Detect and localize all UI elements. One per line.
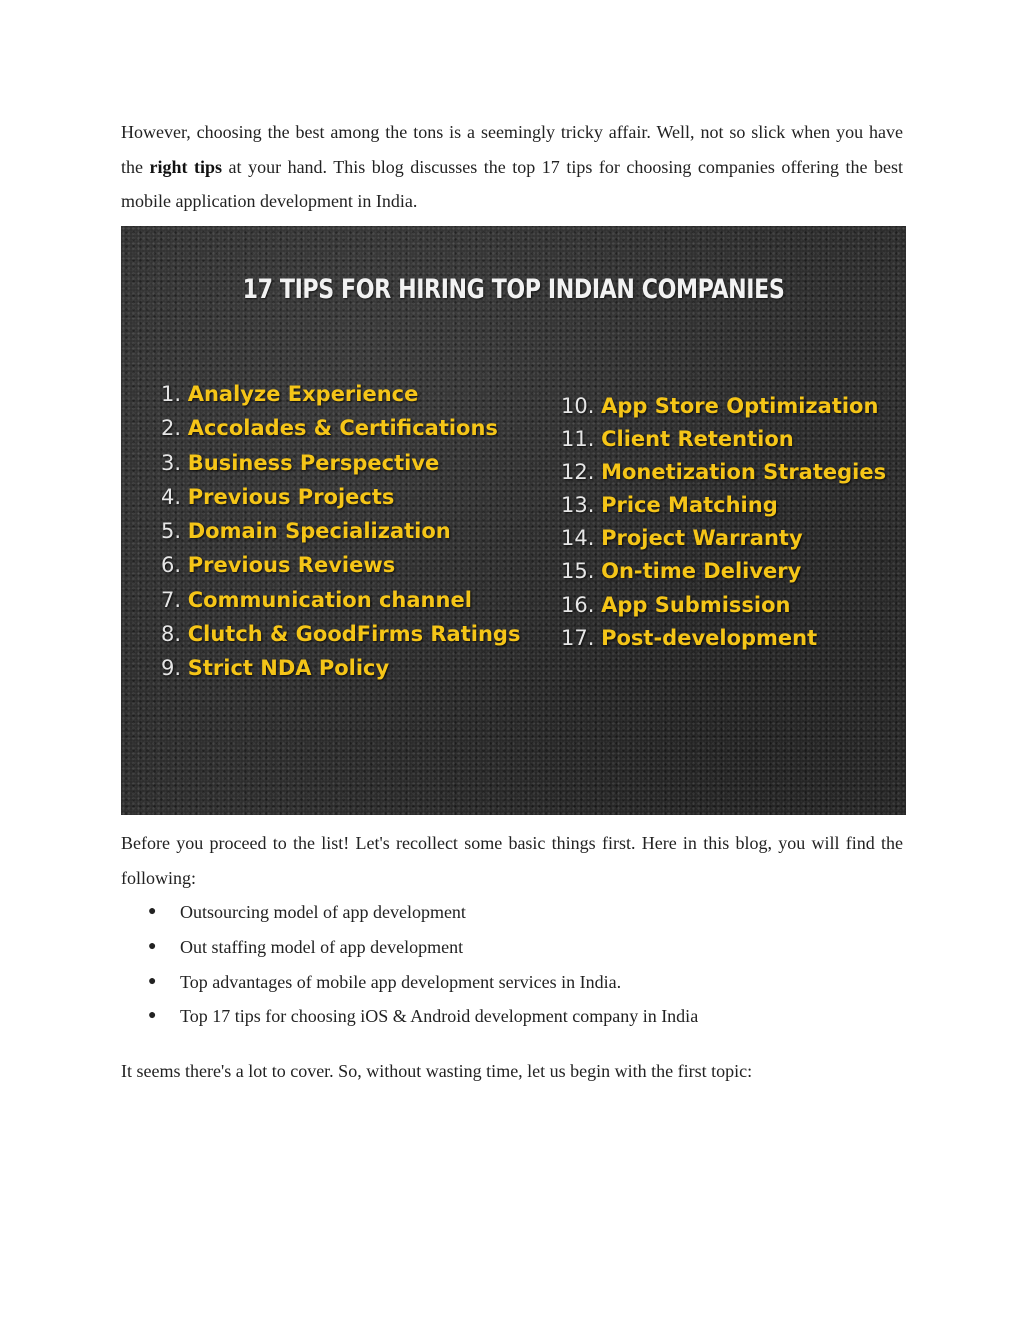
tip-label: Analyze Experience [187,382,419,406]
tip-label: Communication channel [187,587,472,612]
tip-label: Project Warranty [601,526,803,551]
bullet-dot-icon: ● [148,973,157,989]
tip-number: 13. [561,493,595,518]
tip-number: 17. [561,625,595,650]
tip-number: 11. [561,427,595,452]
intro-paragraph [121,115,903,219]
intro-text-start: However, choosing the best among the tons is a seemingly tricky affair. Well, not so slick when you have the [121,122,903,177]
intro-bold-phrase: right tips [149,156,223,177]
tip-item [561,522,886,555]
tip-number: 9. [161,656,182,681]
tip-item [161,548,520,582]
tips-infographic [121,226,906,815]
tip-label: Accolades & Certifications [187,416,498,441]
tip-number: 7. [161,587,182,612]
bullet-item [148,930,698,965]
closing-paragraph: It seems there's a lot to cover. So, without wasting time, let us begin with the first topic: [121,1061,753,1081]
tip-number: 5. [161,519,182,544]
tip-item [161,480,520,514]
tip-item [561,622,886,655]
tip-item [161,446,520,480]
tip-item [561,423,886,456]
tips-list-left [161,377,520,686]
bullet-text: Top 17 tips for choosing iOS & Android development company in India [180,1006,699,1027]
tip-label: Clutch & GoodFirms Ratings [187,622,521,647]
tip-number: 3. [161,450,182,475]
tip-label: Business Perspective [187,450,440,475]
tip-label: App Store Optimization [601,394,879,418]
tip-label: Domain Specialization [187,519,451,544]
tip-label: Previous Projects [187,484,395,509]
topics-bullet-list [148,895,698,1034]
tip-item [161,377,520,411]
tip-item [161,583,520,617]
tip-number: 14. [561,526,595,551]
tip-label: Previous Reviews [187,553,396,578]
tip-item [161,514,520,548]
tip-item [561,489,886,522]
bullet-text: Top advantages of mobile app development services in India. [180,971,622,992]
tip-item [161,651,520,685]
tip-item [561,589,886,622]
tip-label: On-time Delivery [601,559,802,584]
bullet-item [148,999,698,1034]
tip-label: Strict NDA Policy [187,656,390,681]
infographic-title: 17 TIPS FOR HIRING TOP INDIAN COMPANIES [242,274,785,305]
bullet-dot-icon: ● [148,904,157,919]
tip-item [561,456,886,489]
tip-label: Price Matching [601,493,778,518]
bullet-text: Outsourcing model of app development [180,902,466,922]
tip-number: 2. [161,416,182,441]
tip-item [161,617,520,651]
bullet-dot-icon: ● [148,1008,157,1024]
tip-number: 6. [161,553,182,578]
tip-number: 8. [161,622,182,647]
bullet-item [148,895,698,930]
tip-label: Client Retention [601,427,794,452]
tip-label: App Submission [601,592,791,617]
tip-number: 12. [561,460,595,485]
tip-item [161,411,520,445]
bullet-item [148,965,698,1000]
tip-number: 16. [561,592,595,617]
tip-number: 4. [161,484,182,509]
tip-item [561,390,886,423]
before-list-paragraph: Before you proceed to the list! Let's recollect some basic things first. Here in this blog, you will find the following: [121,833,903,888]
tip-label: Monetization Strategies [601,460,887,485]
tip-number: 10. [561,394,595,418]
bullet-text: Out staffing model of app development [180,936,464,957]
tip-item [561,555,886,588]
intro-text-end: at your hand. This blog discusses the top 17 tips for choosing companies offering the best mobile application development in India. [121,156,903,211]
tip-number: 1. [161,382,182,406]
tips-list-right [561,390,886,655]
bullet-dot-icon: ● [148,938,157,954]
tip-label: Post-development [601,625,818,650]
tip-number: 15. [561,559,595,584]
